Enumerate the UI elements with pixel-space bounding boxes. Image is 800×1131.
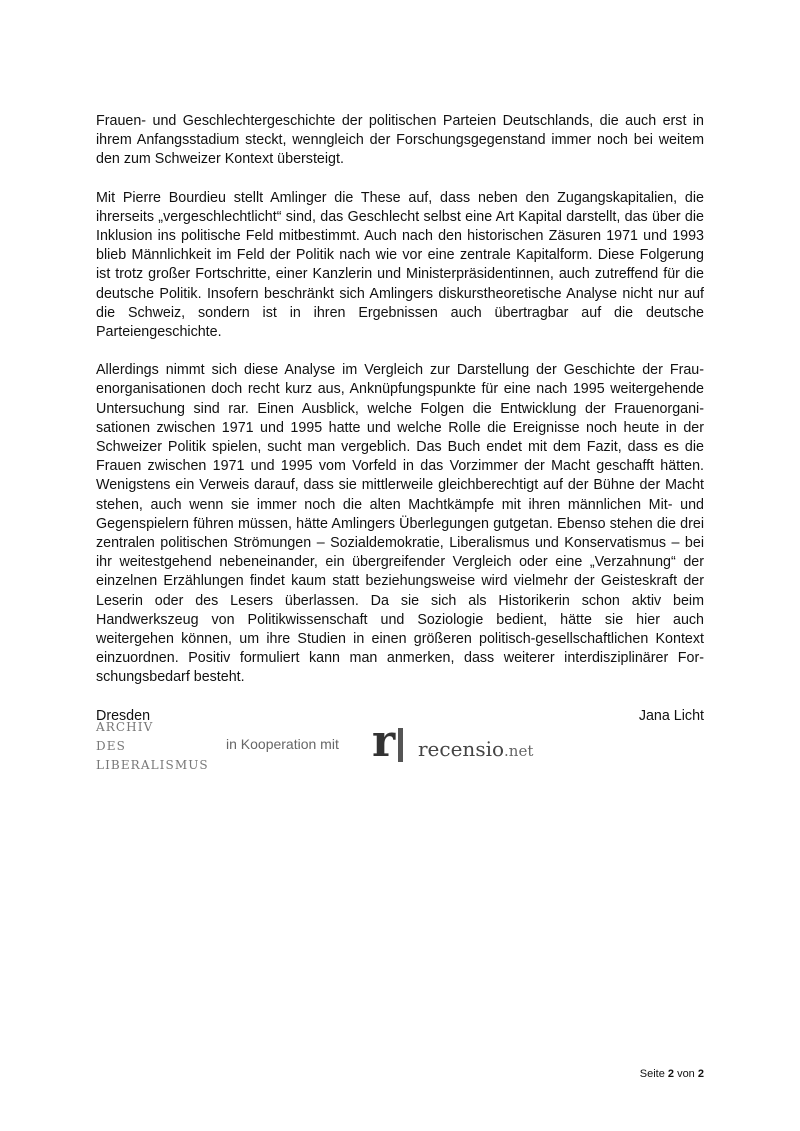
paragraph-3: Allerdings nimmt sich diese Analyse im Vergleich zur Darstellung der Geschichte der Frauenorganisationen doch recht kurz aus, Anknüpfungspunkte für eine nach 1995 weitergehende Untersuchung sind rar. Einen Ausblick, welche Folgen die Entwicklung der Frauenorganisationen zwischen 1971 und 1995 hatte und welche Rolle die Ereignisse noch heute in der Schweizer Politik spielen, sucht man vergeblich. Das Buch endet mit dem Fazit, dass es die Frauen zwischen 1971 und 1995 vom Vorfeld in das Vorzimmer der Macht geschafft hätten. Wenigstens ein Verweis darauf, dass sie mittlerweile gleichberechtigt auf der Bühne der Macht stehen, auch wenn sie immer noch die alten Machtkämpfe mit ihren männlichen Mit- und Gegenspielern führen müssen, hätte Amlingers Überlegungen gutgetan. Ebenso stehen die drei zentralen politischen Strömungen – Sozialdemokratie, Liberalismus und Konservatismus – bei ihr weitestgehend nebeneinander, ein übergreifender Vergleich oder eine „Verzahnung“ der einzelnen Erzählungen findet kaum statt beziehungsweise wird vielmehr der Geisteskraft der Leserin oder des Lesers überlassen. Da sie sich als Historikerin schon aktiv beim Handwerkszeug von Politikwissenschaft und Soziologie bedient, hätte sie hier auch weitergehen können, um ihre Studien in einen größeren politisch-gesellschaftlichen Kontext einzuordnen. Positiv formuliert kann man anmerken, dass weiterer interdisziplinärer Forschungsbedarf besteht.: [96, 362, 704, 686]
page-number: [640, 1068, 704, 1080]
signature-author: Jana Licht: [638, 707, 704, 724]
recensio-r-icon: [372, 716, 410, 767]
archiv-logo-line-3: LIBERALISMUS: [96, 758, 209, 772]
recensio-name: recensio: [418, 737, 505, 761]
page-prefix: Seite: [639, 1068, 665, 1080]
page-current: 2: [667, 1068, 674, 1080]
paragraph-1: Frauen- und Geschlechtergeschichte der politischen Parteien Deutschlands, die auch erst in ihrem Anfangsstadium steckt, wenngleich der Forschungsgegenstand immer noch bei weitem den zum Schweizer Kontext übersteigt.: [96, 113, 704, 168]
recensio-logo: [372, 716, 534, 767]
archiv-logo-line-1: ARCHIV: [96, 720, 154, 734]
page-total: 2: [697, 1068, 704, 1080]
kooperation-label: in Kooperation mit: [226, 736, 339, 752]
archiv-logo-line-2: DES: [96, 739, 126, 753]
signature-place: Dresden: [96, 707, 151, 724]
page-separator: von: [677, 1068, 695, 1080]
paragraph-2: Mit Pierre Bourdieu stellt Amlinger die These auf, dass neben den Zugangskapitalien, die ihrerseits „vergeschlechtlicht“ sind, das Geschlecht selbst eine Art Kapital darstellt, das über die Inklusion ins politische Feld mitbestimmt. Auch nach den historischen Zäsuren 1971 und 1993 blieb Männlichkeit im Feld der Politik nach wie vor eine zentrale Kapitalform. Diese Folgerung ist trotz großer Fortschritte, einer Kanzlerin und Ministerpräsidentinnen, auch zutreffend für die deutsche Politik. Insofern beschränkt sich Amlingers diskurstheoretische Analyse nicht nur auf die Schweiz, sondern ist in ihren Ergebnissen auch übertragbar auf die deutsche Parteiengeschichte.: [96, 189, 704, 341]
recensio-slash-mark: [398, 728, 403, 762]
recensio-r-letter: r: [372, 716, 396, 767]
review-text: [96, 112, 704, 726]
footer-logos: [96, 716, 556, 776]
archiv-des-liberalismus-logo: [96, 718, 209, 775]
recensio-tld: .net: [504, 742, 534, 760]
recensio-wordmark: [418, 737, 533, 761]
